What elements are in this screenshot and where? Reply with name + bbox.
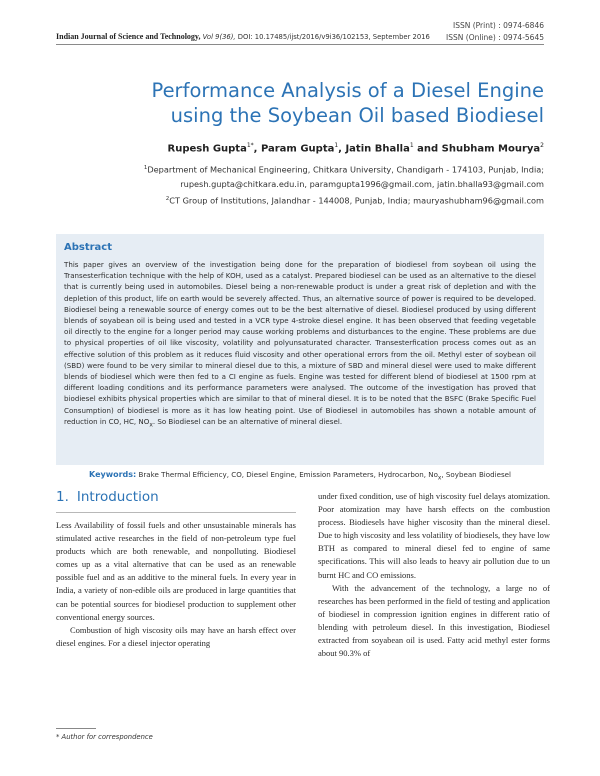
title-line-2: using the Soybean Oil based Biodiesel	[170, 104, 544, 127]
author-name: Rupesh Gupta	[167, 143, 247, 155]
author-name: Jatin Bhalla	[345, 143, 410, 155]
issn-print: ISSN (Print) : 0974-6846	[452, 21, 544, 30]
abstract-body-end: . So Biodiesel can be an alternative of mineral diesel.	[152, 416, 343, 426]
paper-title	[56, 78, 544, 128]
title-line-1: Performance Analysis of a Diesel Engine	[151, 79, 544, 102]
affiliation-1	[56, 161, 544, 177]
affiliation-2-text: CT Group of Institutions, Jalandhar - 144008, Punjab, India; mauryashubham96@gmail.com	[169, 195, 544, 206]
paragraph: Combustion of high viscosity oils may have an harsh effect over diesel engines. For a diesel injector operating	[56, 624, 296, 648]
affiliation-2	[56, 192, 544, 208]
section-title: Introduction	[76, 489, 159, 505]
abstract-box	[56, 234, 544, 465]
author-affil-mark: 1*	[246, 142, 254, 149]
author-separator: and	[413, 143, 442, 155]
affil-mark-2: 2	[165, 195, 170, 202]
author-list	[56, 142, 544, 154]
author-affil-mark: 1	[334, 142, 339, 149]
author-separator: ,	[253, 143, 261, 155]
body-column-right	[318, 490, 550, 660]
issn-online: ISSN (Online) : 0974-5645	[446, 33, 544, 42]
keywords-label: Keywords:	[89, 470, 137, 479]
journal-volume: Vol 9(36),	[202, 33, 236, 41]
section-rule	[56, 512, 296, 513]
keywords-list-end: , Soybean Biodiesel	[441, 470, 511, 479]
journal-name: Indian Journal of Science and Technology,	[56, 32, 201, 41]
footnote: * Author for correspondence	[56, 733, 153, 741]
abstract-text	[64, 259, 536, 431]
section-heading	[56, 489, 296, 505]
paragraph: With the advancement of the technology, a large no of researches has been performed in the field of testing and application of biodiesel in compression ignition engines in different ratio of blending with petroleum diesel. In this investigation, Biodiesel extracted from soyabean oil is used. Fatty acid methyl ester forms about 90.3% of	[318, 582, 550, 659]
keywords	[56, 470, 544, 481]
affiliation-emails: rupesh.gupta@chitkara.edu.in, paramgupta1996@gmail.com, jatin.bhalla93@gmail.com	[180, 179, 544, 190]
section-number: 1.	[56, 489, 69, 505]
body-column-left	[56, 519, 296, 650]
abstract-body: This paper gives an overview of the investigation being done for the preparation of biodiesel from soybean oil using the Transesterfication technique with the help of KOH, used as a catalyst. Prepared biodiesel can be used as an alternative to the diesel that is currently being used in automobiles. Diesel being a non-renewable product is under a great risk of depletion and with the depletion of this product, life on earth would be severely affected. Thus, an alternative source of power is required to be developed. Biodiesel being a renewable source of energy comes out to be the best alternative of diesel. Biodiesel produced by using different blends of soyabean oil is being used and tested in a VCR type 4-stroke diesel engine. It has been observed that feeding vegetable oil directly to the engine for a longer period may cause working problems and disturbances to the engine. These problems are due to physical properties of oil like viscosity, volatility and polyunsaturated character. Transesterfication process comes out as an effective solution of this problem as it reduces fluid viscosity and other operational errors from the oil. Methyl ester of soybean oil (SBD) were found to be very similar to mineral diesel due to this, a mixture of SBD and mineral diesel were used to make different blends of biodiesel which were then fed to a CI engine as fuels. Engine was tested for different blend of biodiesel at 1500 rpm at different loading conditions and its performance parameters were analysed. The outcome of the investigation has proved that biodiesel exhibits physical properties which are similar to that of mineral diesel. It is to be noted that the BSFC (Brake Specific Fuel Consumption) of biodiesel is more as it has low heating point. Use of Biodiesel in automobiles has shown a notable amount of reduction in CO, HC, NO	[64, 260, 536, 426]
footnote-rule	[56, 728, 96, 729]
header-rule	[56, 44, 544, 45]
keywords-list: Brake Thermal Efficiency, CO, Diesel Engine, Emission Parameters, Hydrocarbon, No	[136, 470, 438, 479]
affiliations	[56, 161, 544, 208]
paragraph: under fixed condition, use of high viscosity fuel delays atomization. Poor atomization may have harsh effects on the combustion process. Biodiesels have higher viscosity than the mineral diesel. Due to high viscosity and less volatility of biodiesels, they have low BTH as compared to mineral diesel fed to engine of same specifications. This will also leads to heavy air pollution due to un burnt HC and CO emissions.	[318, 491, 550, 580]
journal-citation	[56, 32, 544, 41]
affiliation-1-text: Department of Mechanical Engineering, Chitkara University, Chandigarh - 174103, Punjab, India;	[147, 164, 544, 175]
affil-mark-1: 1	[143, 165, 148, 171]
abstract-heading: Abstract	[64, 242, 113, 253]
author-name: Param Gupta	[260, 143, 335, 155]
author-separator: ,	[338, 143, 346, 155]
author-affil-mark: 1	[409, 142, 414, 149]
author-name: Shubham Mourya	[441, 143, 541, 155]
journal-doi: DOI: 10.17485/ijst/2016/v9i36/102153, September 2016	[237, 33, 430, 41]
paragraph: Less Availability of fossil fuels and other unsustainable minerals has stimulated active researches in the field of non-petroleum type fuel products which are both renewable, and nonpolluting. Biodiesel comes up as a vital alternative that can be used as an renewable possible fuel and as an additive to the mineral fuels. In every year in India, a variety of non-edible oils are produced in large quantities that can be potential sources for biodiesel production to supplement other conventional energy sources.	[56, 520, 296, 622]
keywords-subscript: x	[437, 475, 442, 482]
author-affil-mark: 2	[540, 142, 544, 149]
abstract-subscript: x	[149, 422, 153, 429]
